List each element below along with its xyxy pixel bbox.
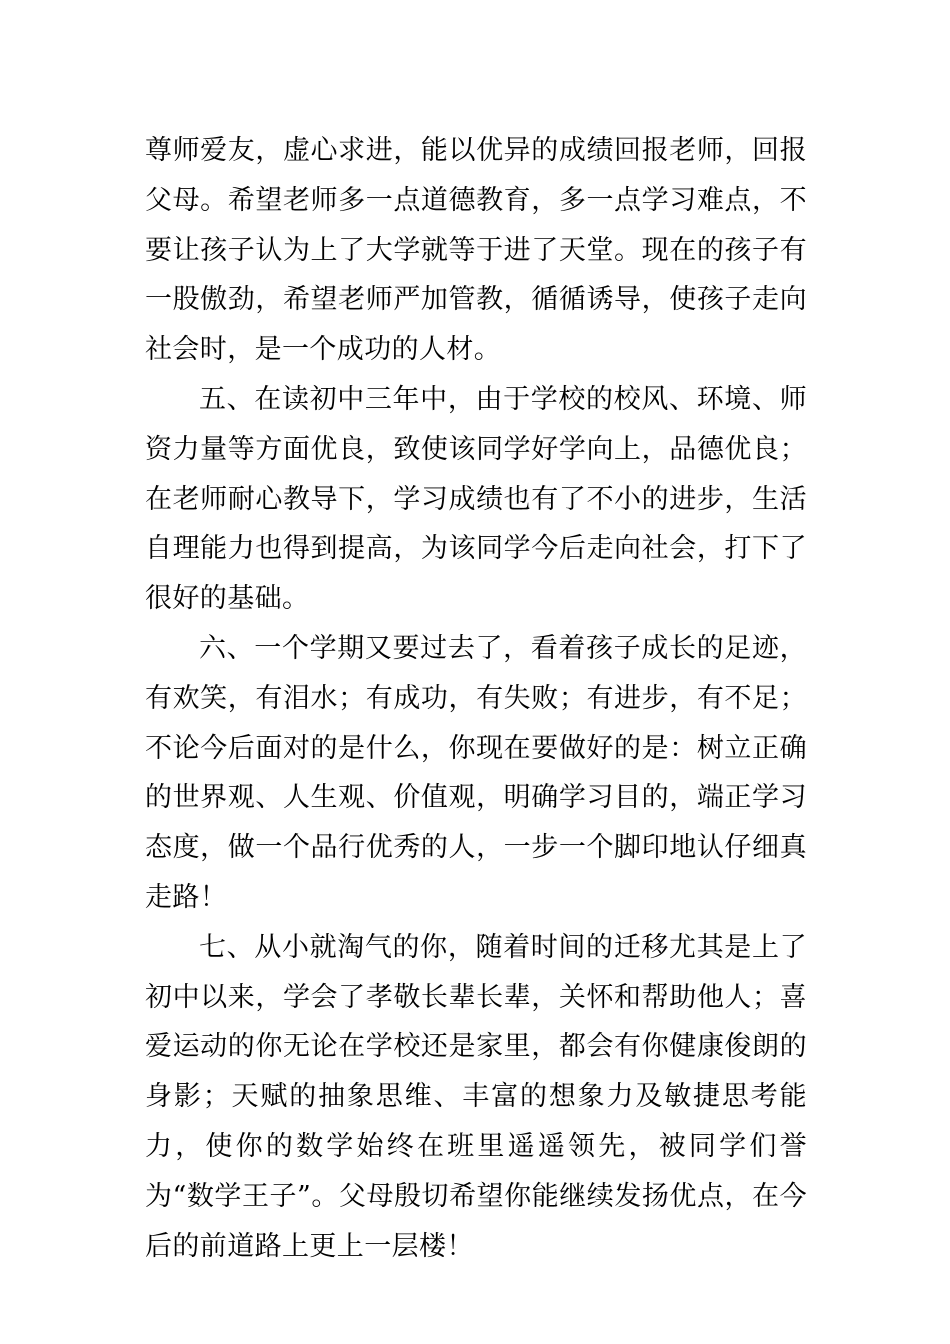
paragraph-continuation: 尊师爱友，虚心求进，能以优异的成绩回报老师，回报父母。希望老师多一点道德教育，多一点学习难点，不要让孩子认为上了大学就等于进了天堂。现在的孩子有一股傲劲，希望老师严加管教，循循诱导，使孩子走向社会时，是一个成功的人材。 [145, 135, 807, 366]
paragraph-six: 六、一个学期又要过去了，看着孩子成长的足迹，有欢笑，有泪水；有成功，有失败；有进步，有不足；不论今后面对的是什么，你现在要做好的是：树立正确的世界观、人生观、价值观，明确学习目的，端正学习态度，做一个品行优秀的人，一步一个脚印地认仔细真走路！ [145, 632, 807, 913]
document-body [145, 126, 807, 1271]
paragraph-seven: 七、从小就淘气的你，随着时间的迁移尤其是上了初中以来，学会了孝敬长辈长辈，关怀和帮助他人；喜爱运动的你无论在学校还是家里，都会有你健康俊朗的身影；天赋的抽象思维、丰富的想象力及敏捷思考能力，使你的数学始终在班里遥遥领先，被同学们誉为“数学王子”。父母殷切希望你能继续发扬优点，在今后的前道路上更上一层楼！ [145, 931, 807, 1262]
paragraph-five: 五、在读初中三年中，由于学校的校风、环境、师资力量等方面优良，致使该同学好学向上，品德优良；在老师耐心教导下，学习成绩也有了不小的进步，生活自理能力也得到提高，为该同学今后走向社会，打下了很好的基础。 [145, 383, 807, 615]
